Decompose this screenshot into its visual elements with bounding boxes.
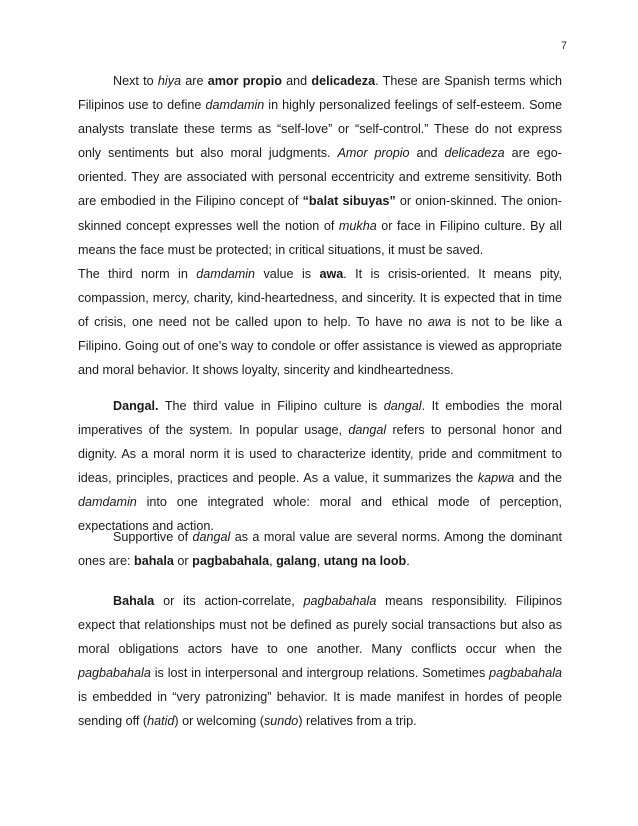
paragraph-awa: The third norm in damdamin value is awa. It is crisis-oriented. It means pity, compassion, mercy, charity, kind-heartedness, and sincerity. It is expected that in time of crisis, one need not be called upon to help. To have no awa is not to be like a Filipino. Going out of one’s way to condole or offer assistance is viewed as appropriate and moral behavior. It shows loyalty, sincerity and kindheartedness. <box>78 267 563 378</box>
paragraph-amor-propio: Next to hiya are amor propio and delicadeza. These are Spanish terms which Filipinos use to define damdamin in highly personalized feelings of self-esteem. Some analysts translate these terms as “self-love” or “self-control.” These do not express only sentiments but also moral judgments. Amor propio and delicadeza are ego-oriented. They are associated with personal eccentricity and extreme sensitivity. Both are embodied in the Filipino concept of “balat sibuyas” or onion-skinned. The onion-skinned concept expresses well the notion of mukha or face in Filipino culture. By all means the face must be protected; in critical situations, it must be saved. <box>78 74 563 257</box>
paragraph-bahala: Bahala or its action-correlate, pagbabahala means responsibility. Filipinos expect that relationships must not be defined as purely social transactions but also as moral obligations actors have to one another. Many conflicts occur when the pagbabahala is lost in interpersonal and intergroup relations. Sometimes pagbabahala is embedded in “very patronizing” behavior. It is made manifest in hordes of people sending off (hatid) or welcoming (sundo) relatives from a trip. <box>78 594 562 729</box>
page-number: 7 <box>560 40 567 52</box>
paragraph-supportive-norms: Supportive of dangal as a moral value are several norms. Among the dominant ones are: bahala or pagbabahala, galang, utang na loob. <box>78 530 563 569</box>
paragraph-dangal: Dangal. The third value in Filipino culture is dangal. It embodies the moral imperatives of the system. In popular usage, dangal refers to personal honor and dignity. As a moral norm it is used to characterize identity, pride and commitment to ideas, principles, practices and people. As a value, it summarizes the kapwa and the damdamin into one integrated whole: moral and ethical mode of perception, expectations and action. <box>78 399 562 534</box>
